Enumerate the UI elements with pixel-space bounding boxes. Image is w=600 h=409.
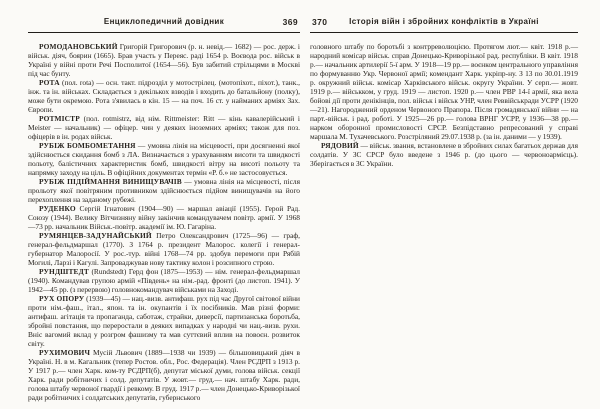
entry-term: РОТМІСТР	[39, 114, 80, 123]
entry-text: Сергій Ігнатович (1904—90) — маршал авіації (1955). Герой Рад. Союзу (1944). Велику Вітчизняну війну закінчив командувачем повітр. армії. У 1968—73 рр. начальник Військ.-повітр. академії ім. Ю. Гагаріна.	[28, 204, 300, 231]
dictionary-entry	[28, 141, 300, 177]
running-header-title: Історія війн і збройних конфліктів в Україні	[349, 17, 539, 26]
page-body	[28, 42, 300, 402]
entry-term: РОТА	[39, 78, 60, 87]
page-body	[310, 42, 578, 168]
header-rule	[28, 32, 300, 33]
dictionary-entry	[310, 141, 578, 168]
dictionary-entry	[28, 42, 300, 78]
entry-term: РУНДШТЕДТ	[39, 267, 89, 276]
page-right	[310, 0, 578, 168]
dictionary-entry	[28, 78, 300, 114]
dictionary-entry	[28, 204, 300, 231]
page-left	[28, 0, 300, 402]
entry-term: РЯДОВИЙ	[321, 141, 359, 150]
entry-term: РУХИМОВИЧ	[39, 348, 91, 357]
page-number: 370	[312, 17, 328, 27]
entry-text: Петро Олександрович (1725—96) — граф, генерал-фельдмаршал (1770). З 1764 р. президент Малорос. колегії і генерал-губернатор Малоросії. У рос.-тур. війні 1768—74 рр. здобув перемоги при Рябій Могилі, Ларзі і Кагулі. Запроваджував нову тактику колон і розсипного строю.	[28, 231, 300, 267]
dictionary-entry	[28, 348, 300, 402]
entry-text: (1939—45) — нац.-визв. антифаш. рух під час Другої світової війни проти нім.-фаш., італ., япон. та ін. окупантів і їх посібників. Мав різні форми: антифаш. агітація та пропаганда, саботаж, страйки, диверсії, партизанська боротьба, збройні повстання, що переростали в деяких випадках у народні чи нац.-визв. рухи. Вніс вагомий вклад у розгром фашизму та мав суттєвий вплив на повоєн. розвиток світу.	[28, 294, 300, 348]
entry-term: РУМЯНЦЕВ-ЗАДУНАЙСЬКИЙ	[39, 231, 152, 240]
entry-term: РУБІЖ ПІДІЙМАННЯ ВИНИЩУВАЧІВ	[39, 177, 182, 186]
header-rule	[310, 32, 578, 33]
entry-text: — умовна лінія на місцевості, при досягненні якої здійснюється скидання бомб з ЛА. Визначається з урахуванням висоти та швидкості польоту, балістичних характеристик бомб, швидкості вітру на висоті польоту та напрямку заходу на ціль. В офіційних документах термін «Р. б.» не застосовується.	[28, 141, 300, 177]
entry-term: РУБІЖ БОМБОМЕТАННЯ	[39, 141, 136, 150]
entry-text: — військ. звання, встановлене в збройних силах багатьох держав для солдатів. У ЗС СРСР було введене з 1946 р. (до цього — червоноармієць). Зберігається в ЗС України.	[310, 141, 578, 168]
entry-text: Григорій Григорович (р. н. невід.— 1682) — рос. держ. і військ. діяч, боярин (1665). Брав участь у Переяс. раді 1654 р. Воєвода рос. військ в Україні у війні проти Речі Посполитої (1654—56). Був забитий стрільцями в Москві під час бунту.	[28, 42, 300, 78]
entry-text: (пол. rota) — осн. такт. підрозділ у мотострілец. (мотопіхот., піхот.), танк., інж. та ін. військах. Складається з декількох взводів і входить до батальйону (полку), може бути окремою. Рота з'явилась в кін. 15 — на поч. 16 ст. у найманих арміях Зах. Європи.	[28, 78, 300, 114]
entry-text: Мусій Львович (1889—1938 чи 1939) — більшовицький діяч в Україні. Н. в м. Кагальник (тепер Ростов. обл., Рос. Федерація). Член РСДРП з 1913 р. У 1917 р.— член Харк. ком-ту РСДРП(б), депутат міської думи, голова військ. секції Харк. ради робітничих і солд. депутатів. У жовт.— груд.— нач. штабу Харк. ради, голова штабу червоної гвардії і ревкому. В груд. 1917 р.— член Донецько-Криворізької ради робітничих і солдатських депутатів, губернського	[28, 348, 300, 402]
entry-term: РУХ ОПОРУ	[39, 294, 85, 303]
entry-term: РОМОДАНОВСЬКИЙ	[39, 42, 118, 51]
dictionary-entry	[28, 267, 300, 294]
entry-text: (Rundstedt) Герд фон (1875—1953) — нім. генерал-фельдмаршал (1940). Командував групою армій «Південь» на нім.-рад. фронті (до листоп. 1941). У 1942—45 рр. (з перервою) головнокомандувач військами на Заході.	[28, 267, 300, 294]
dictionary-entry	[28, 231, 300, 267]
dictionary-entry	[28, 114, 300, 141]
running-header-right	[310, 17, 578, 29]
entry-text: — умовна лінія на місцевості, після прольоту якої повітряним противником здійснюється підйом винищувачів на його перехоплення на заданому рубежі.	[28, 177, 300, 204]
entry-text: (пол. rotmistrz, від нім. Rittmeister: Ritt — кінь кавалерійський і Meister — начальник) — офіцер. чин у деяких іноземних арміях; також для поз. офіцерів в ін. родах військ.	[28, 114, 300, 141]
page-number: 369	[282, 17, 298, 27]
entry-term: РУДЕНКО	[39, 204, 76, 213]
running-header-title: Енциклопедичний довідник	[103, 17, 225, 26]
entry-continuation: головного штабу по боротьбі з контрреволюцією. Протягом лют.— квіт. 1918 р.— народний комісар військ. справ Донецько-Криворізької рад. республіки. В квіт. 1918 р.— начальник артилерії 5-ї арм. У 1918—19 рр.— воєнком центрального управління по формуванню Укр. Червоної армії; комендант Харк. укріпр-ну. З 13 по 30.01.1919 р. окружний військ. комісар Харківського військ. округу України. У серп.— жовт. 1919 р.— військком, у груд. 1919 — листоп. 1920 р.— член РВР 14-ї армії, яка вела бойові дії проти денікінців, пол. військ і військ УНР, член Реввійськради УСРР (1920—21). Нагороджений орденом Червоного Прапора. Після громадянської війни — на парт.-військ. і рад. роботі. У 1925—26 рр.— голова ВРНГ УСРР, у 1936—38 рр.— нарком оборонної промисловості СРСР. Безпідставно репресований у справі маршала М. Тухачевського. Розстріляний 29.07.1938 р. (за ін. даними — у 1939).	[310, 42, 578, 141]
running-header-left	[28, 17, 300, 29]
dictionary-entry	[28, 177, 300, 204]
dictionary-entry	[28, 294, 300, 348]
